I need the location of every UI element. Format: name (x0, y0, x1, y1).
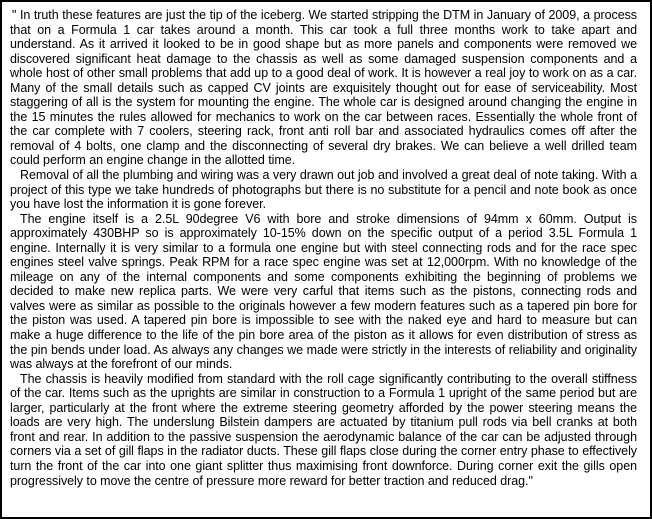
paragraph-plumbing-notes: Removal of all the plumbing and wiring was a very drawn out job and involved a great deal of note taking. With a project of this type we take hundreds of photographs but there is no substitute for a pencil and note book as once you have lost the information it is gone forever. (10, 168, 637, 212)
paragraph-engine-details: The engine itself is a 2.5L 90degree V6 with bore and stroke dimensions of 94mm x 60mm. Output is approximately 430BHP so is approximately 10-15% down on the specific output of a period 3.5L Formula 1 engine. Internally it is very similar to a formula one engine but with steel connecting rods and for the race spec engines steel valve springs. Peak RPM for a race spec engine was set at 12,000rpm. With no knowledge of the mileage on any of the internal components and some components exhibiting the beginning of problems we decided to make new replica parts. We were very carful that items such as the pistons, connecting rods and valves were as similar as possible to the originals however a few modern features such as a tapered pin bore for the piston was used. A tapered pin bore is impossible to see with the naked eye and hard to measure but can make a huge difference to the life of the pin bore area of the piston as it allows for even distribution of stress as the pin bends under load. As always any changes we made were strictly in the interests of reliability and originality was always at the forefront of our minds. (10, 211, 637, 372)
paragraph-intro-stripping: " In truth these features are just the tip of the iceberg. We started stripping the DTM in January of 2009, a process that on a Formula 1 car takes around a month. This car took a full three months work to take apart and understand. As it arrived it looked to be in good shape but as more panels and components were removed we discovered significant heat damage to the chassis as well as some damaged suspension components and a whole host of other small problems that add up to a good deal of work. It is however a real joy to work on as a car. Many of the small details such as capped CV joints are exquisitely thought out for ease of serviceability. Most staggering of all is the system for mounting the engine. The whole car is designed around changing the engine in the 15 minutes the rules allowed for mechanics to work on the car between races. Essentially the whole front of the car complete with 7 coolers, steering rack, front anti roll bar and associated hydraulics comes off after the removal of 4 bolts, one clamp and the disconnecting of several dry brakes. We can believe a well drilled team could perform an engine change in the allotted time. (10, 8, 637, 168)
paragraph-chassis-aero: The chassis is heavily modified from standard with the roll cage significantly contributing to the overall stiffness of the car. Items such as the uprights are similar in construction to a Formula 1 upright of the same period but are larger, particularly at the front where the extreme steering geometry afforded by the power steering means the loads are very high. The underslung Bilstein dampers are actuated by titanium pull rods via bell cranks at both front and rear. In addition to the passive suspension the aerodynamic balance of the car can be adjusted through corners via a set of gill flaps in the radiator ducts. These gill flaps close during the corner entry phase to effectively turn the front of the car into one giant splitter thus maximising front downforce. During corner exit the gills open progressively to move the centre of pressure more reward for better traction and reduced drag." (10, 371, 637, 488)
